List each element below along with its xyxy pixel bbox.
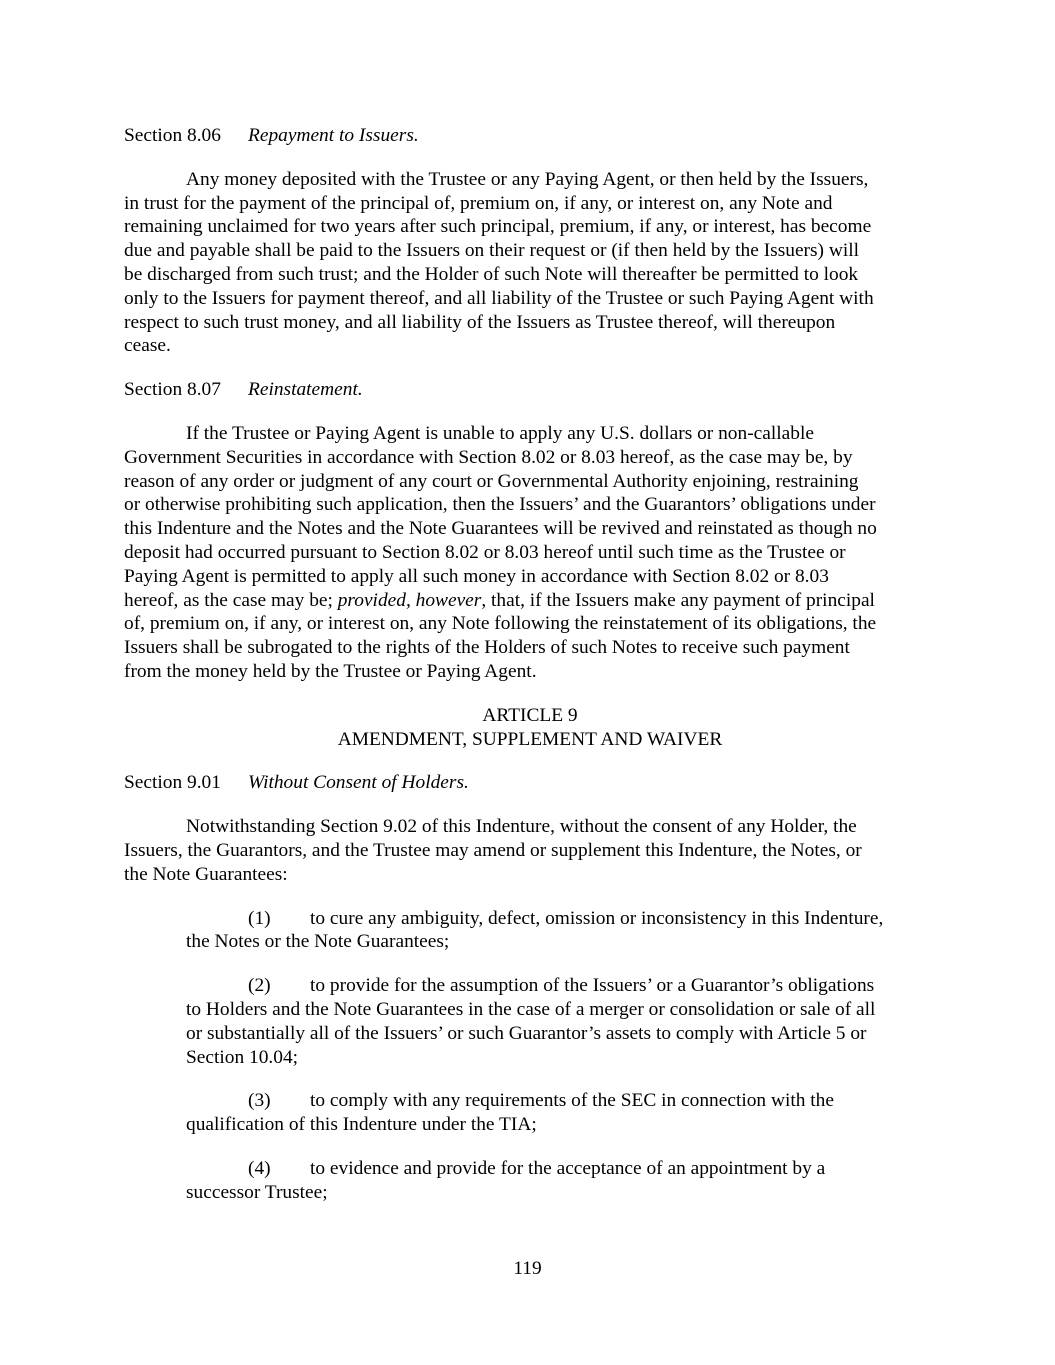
paragraph-line: Notwithstanding Section 9.02 of this Indenture, without the consent of any Holder, the bbox=[186, 816, 857, 838]
section-number: Section 9.01 bbox=[124, 772, 221, 794]
section-8-06-heading bbox=[124, 124, 936, 148]
item-text: to provide for the assumption of the Issuers’ or a Guarantor’s obligations bbox=[310, 975, 875, 997]
paragraph-line: only to the Issuers for payment thereof, and all liability of the Trustee or such Paying Agent with bbox=[124, 287, 874, 309]
list-item bbox=[186, 1089, 936, 1137]
list-item bbox=[186, 974, 936, 1069]
section-9-01-heading bbox=[124, 771, 936, 795]
paragraph-line: Issuers, the Guarantors, and the Trustee may amend or supplement this Indenture, the Notes, or bbox=[124, 839, 862, 861]
section-9-01-paragraph bbox=[124, 815, 936, 886]
item-line: to Holders and the Note Guarantees in the case of a merger or consolidation or sale of all bbox=[186, 998, 876, 1020]
item-text: to evidence and provide for the acceptance of an appointment by a bbox=[310, 1157, 826, 1179]
list-item bbox=[186, 1157, 936, 1205]
line-text: hereof, as the case may be; bbox=[124, 589, 338, 611]
paragraph-line: or otherwise prohibiting such application, then the Issuers’ and the Guarantors’ obligations under bbox=[124, 494, 876, 516]
paragraph-line: in trust for the payment of the principal of, premium on, if any, or interest on, any Note and bbox=[124, 192, 833, 214]
paragraph-line: Government Securities in accordance with Section 8.02 or 8.03 hereof, as the case may be, by bbox=[124, 446, 853, 468]
article-title: AMENDMENT, SUPPLEMENT AND WAIVER bbox=[337, 728, 723, 750]
line-text: , that, if the Issuers make any payment of principal bbox=[481, 589, 875, 611]
item-line: successor Trustee; bbox=[186, 1181, 328, 1203]
section-title: Repayment to Issuers. bbox=[248, 125, 419, 146]
paragraph-line: this Indenture and the Notes and the Note Guarantees will be revived and reinstated as though no bbox=[124, 518, 877, 540]
paragraph-line: deposit had occurred pursuant to Section 8.02 or 8.03 hereof until such time as the Trustee or bbox=[124, 541, 846, 563]
section-number: Section 8.07 bbox=[124, 379, 221, 401]
section-title: Reinstatement. bbox=[248, 379, 363, 401]
paragraph-line: respect to such trust money, and all liability of the Issuers as Trustee thereof, will thereupon bbox=[124, 311, 836, 333]
paragraph-line: reason of any order or judgment of any court or Governmental Authority enjoining, restraining bbox=[124, 470, 859, 492]
paragraph-line: If the Trustee or Paying Agent is unable to apply any U.S. dollars or non-callable bbox=[186, 422, 814, 444]
item-number: (1) bbox=[248, 907, 271, 929]
item-line: Section 10.04; bbox=[186, 1046, 299, 1068]
section-8-06-paragraph bbox=[124, 168, 936, 358]
page-number: 119 bbox=[513, 1258, 542, 1279]
proviso-emphasis: provided, however bbox=[337, 589, 482, 611]
item-number: (2) bbox=[248, 975, 271, 997]
paragraph-line: of, premium on, if any, or interest on, any Note following the reinstatement of its obligations, the bbox=[124, 613, 877, 635]
item-text: to comply with any requirements of the SEC in connection with the bbox=[310, 1090, 834, 1112]
item-number: (3) bbox=[248, 1090, 271, 1112]
section-title: Without Consent of Holders. bbox=[248, 772, 469, 794]
paragraph-line: Any money deposited with the Trustee or any Paying Agent, or then held by the Issuers, bbox=[186, 168, 869, 190]
item-line: or substantially all of the Issuers’ or such Guarantor’s assets to comply with Article 5 or bbox=[186, 1022, 867, 1044]
paragraph-line bbox=[124, 589, 936, 613]
list-item bbox=[186, 907, 936, 955]
item-line: qualification of this Indenture under the TIA; bbox=[186, 1114, 537, 1136]
item-text: to cure any ambiguity, defect, omission or inconsistency in this Indenture, bbox=[310, 907, 884, 929]
paragraph-line: Issuers shall be subrogated to the rights of the Holders of such Notes to receive such payment bbox=[124, 637, 850, 659]
paragraph-line: remaining unclaimed for two years after such principal, premium, if any, or interest, has become bbox=[124, 216, 872, 238]
article-number: ARTICLE 9 bbox=[482, 704, 578, 726]
article-heading bbox=[124, 704, 936, 752]
item-number: (4) bbox=[248, 1157, 271, 1179]
paragraph-line: the Note Guarantees: bbox=[124, 863, 288, 885]
item-line: the Notes or the Note Guarantees; bbox=[186, 931, 450, 953]
paragraph-line: be discharged from such trust; and the Holder of such Note will thereafter be permitted to look bbox=[124, 263, 859, 285]
paragraph-line: Paying Agent is permitted to apply all such money in accordance with Section 8.02 or 8.03 bbox=[124, 565, 829, 587]
section-number: Section 8.06 bbox=[124, 125, 221, 146]
section-8-07-paragraph bbox=[124, 422, 936, 684]
paragraph-line: due and payable shall be paid to the Issuers on their request or (if then held by the Issuers) will bbox=[124, 240, 860, 262]
paragraph-line: from the money held by the Trustee or Paying Agent. bbox=[124, 660, 537, 682]
document-page bbox=[124, 124, 936, 1224]
section-8-07-heading bbox=[124, 378, 936, 402]
paragraph-line: cease. bbox=[124, 335, 171, 357]
